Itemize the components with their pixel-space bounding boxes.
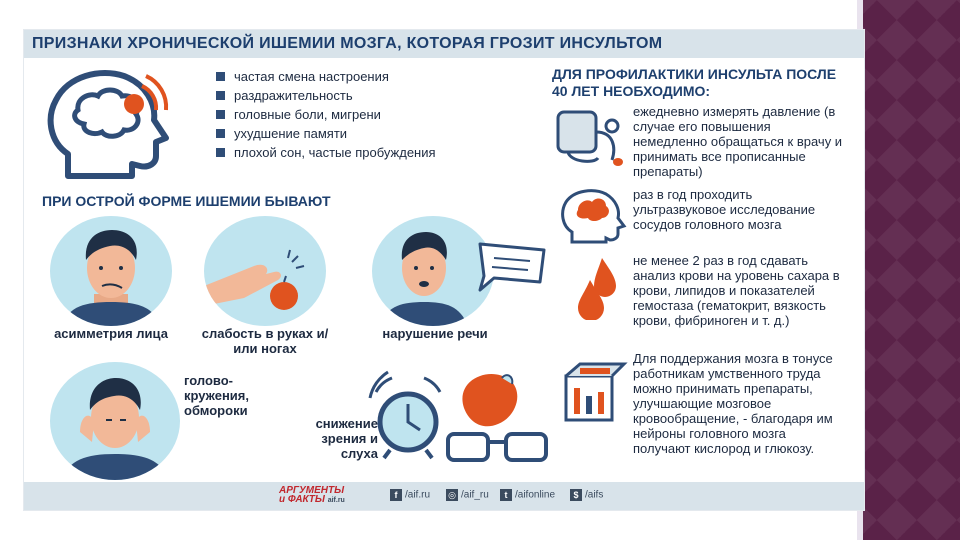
decorative-side-strip: [857, 0, 960, 540]
prevention-item: раз в год проходить ультразвуковое исследование сосудов головного мозга: [633, 187, 816, 232]
list-item: головные боли, мигрени: [212, 106, 452, 123]
list-item: плохой сон, частые пробуждения: [212, 144, 452, 161]
page-title: ПРИЗНАКИ ХРОНИЧЕСКОЙ ИШЕМИИ МОЗГА, КОТОРАЯ ГРОЗИТ ИНСУЛЬТОМ: [24, 30, 864, 58]
square-bullet-icon: [216, 129, 225, 138]
instagram-icon: ◎: [446, 489, 458, 501]
weak-hand-illustration: [204, 216, 326, 326]
social-link-other[interactable]: $ /aifs: [570, 489, 603, 501]
speech-bubble-icon: [474, 240, 548, 292]
prevention-item: Для поддержания мозга в тонусе работникам умственного труда можно принимать препараты, улучшающие мозговое кровообращение, - благодаря им нейроны головного мозга получают кислород и глюкозу.: [633, 351, 833, 456]
ear-shape-icon: [454, 368, 524, 430]
acute-section-heading: ПРИ ОСТРОЙ ФОРМЕ ИШЕМИИ БЫВАЮТ: [42, 193, 331, 209]
social-link-instagram[interactable]: ◎ /aif_ru: [446, 489, 489, 501]
caption-face-asymmetry: асимметрия лица: [54, 326, 168, 341]
alarm-clock-icon: [362, 370, 454, 462]
brain-scan-icon: [560, 188, 630, 244]
caption-speech-disorder: нарушение речи: [382, 326, 488, 341]
prevention-heading: ДЛЯ ПРОФИЛАКТИКИ ИНСУЛЬТА ПОСЛЕ 40 ЛЕТ НЕОБХОДИМО:: [552, 66, 837, 99]
tonometer-icon: [554, 108, 628, 168]
square-bullet-icon: [216, 72, 225, 81]
footer-bar: [24, 482, 864, 510]
square-bullet-icon: [216, 148, 225, 157]
facebook-icon: f: [390, 489, 402, 501]
twitter-icon: t: [500, 489, 512, 501]
infographic-card: [24, 30, 864, 510]
prevention-item: не менее 2 раз в год сдавать анализ крови на уровень сахара в крови, липидов и показателей гемостаза (гематокрит, вязкость крови, фибриноген и т. д.): [633, 253, 840, 328]
list-item: раздражительность: [212, 87, 452, 104]
head-brain-icon: [38, 64, 188, 189]
dizziness-illustration: [50, 362, 180, 480]
social-link-facebook[interactable]: f /aif.ru: [390, 489, 430, 501]
dollar-icon: $: [570, 489, 582, 501]
caption-dizziness: голово-кружения, обмороки: [184, 373, 249, 418]
symptoms-list: [212, 68, 452, 163]
social-link-twitter[interactable]: t /aifonline: [500, 489, 555, 501]
blood-drops-icon: [572, 256, 620, 320]
caption-vision-hearing: снижение зрения и слуха: [315, 416, 378, 461]
list-item: ухудшение памяти: [212, 125, 452, 142]
medicine-box-icon: [562, 360, 628, 422]
face-asymmetry-illustration: [50, 216, 172, 326]
list-item: частая смена настроения: [212, 68, 452, 85]
caption-limb-weakness: слабость в руках и/или ногах: [201, 326, 329, 356]
square-bullet-icon: [216, 110, 225, 119]
prevention-item: ежедневно измерять давление (в случае его повышения немедленно обращаться к врачу и принимать все прописанные препараты): [633, 104, 843, 179]
square-bullet-icon: [216, 91, 225, 100]
aif-logo: АРГУМЕНТЫ и ФАКТЫ aif.ru: [279, 485, 345, 505]
